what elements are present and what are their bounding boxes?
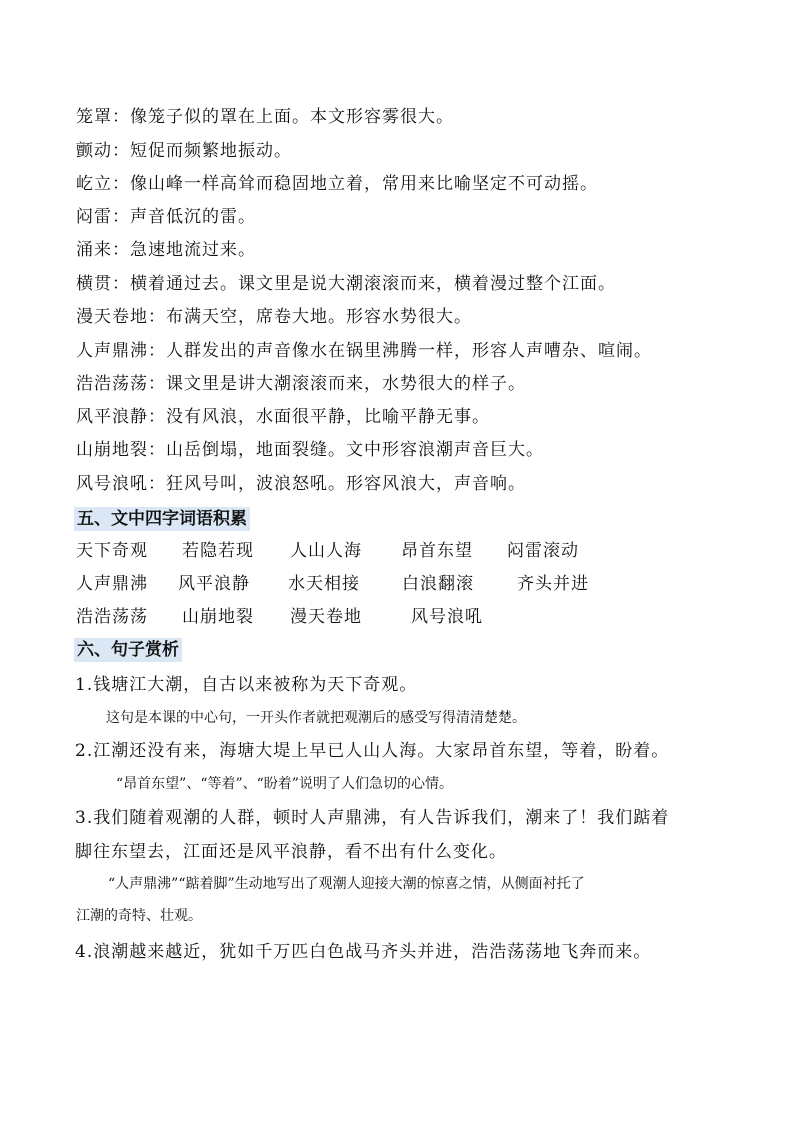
sentence-note: 这句是本课的中心句，一开头作者就把观潮后的感受写得清清楚楚。: [106, 710, 526, 726]
definition-line: 漫天卷地：布满天空，席卷大地。形容水势很大。: [76, 307, 472, 327]
sentence-note: 江潮的奇特、壮观。: [76, 908, 202, 924]
definition-line: 浩浩荡荡：课文里是讲大潮滚滚而来，水势很大的样子。: [76, 374, 526, 394]
definition-line: 横贯：横着通过去。课文里是说大潮滚滚而来，横着漫过整个江面。: [76, 274, 616, 294]
word-item: 人山人海: [290, 541, 362, 561]
definition-line: 人声鼎沸：人群发出的声音像水在锅里沸腾一样，形容人声嘈杂、喧闹。: [76, 341, 652, 361]
sentence: 脚往东望去，江面还是风平浪静，看不出有什么变化。: [75, 842, 507, 862]
section-heading: 六、句子赏析: [74, 638, 182, 662]
word-item: 浩浩荡荡: [76, 607, 148, 627]
word-item: 闷雷滚动: [507, 541, 579, 561]
sentence-note: “人声鼎沸”“踮着脚”生动地写出了观潮人迎接大潮的惊喜之情，从侧面衬托了: [108, 876, 585, 892]
definition-line: 闷雷：声音低沉的雷。: [76, 207, 256, 227]
word-item: 若隐若现: [182, 541, 254, 561]
word-item: 山崩地裂: [182, 607, 254, 627]
word-item: 水天相接: [288, 574, 360, 594]
definition-line: 风号浪吼：狂风号叫，波浪怒吼。形容风浪大，声音响。: [76, 474, 526, 494]
section-heading: 五、文中四字词语积累: [74, 507, 250, 531]
word-item: 人声鼎沸: [76, 574, 148, 594]
definition-line: 山崩地裂：山岳倒塌，地面裂缝。文中形容浪潮声音巨大。: [76, 440, 544, 460]
sentence: 2.江潮还没有来，海塘大堤上早已人山人海。大家昂首东望，等着，盼着。: [75, 741, 670, 761]
word-item: 漫天卷地: [290, 607, 362, 627]
word-item: 齐头并进: [517, 574, 589, 594]
word-item: 风平浪静: [178, 574, 250, 594]
definition-line: 涌来：急速地流过来。: [76, 240, 256, 260]
word-item: 风号浪吼: [411, 607, 483, 627]
definition-line: 风平浪静：没有风浪，水面很平静，比喻平静无事。: [76, 407, 490, 427]
definition-line: 屹立：像山峰一样高耸而稳固地立着，常用来比喻坚定不可动摇。: [76, 174, 598, 194]
word-item: 昂首东望: [401, 541, 473, 561]
sentence: 1.钱塘江大潮，自古以来被称为天下奇观。: [75, 675, 418, 695]
word-item: 天下奇观: [76, 541, 148, 561]
sentence: 4.浪潮越来越近，犹如千万匹白色战马齐头并进，浩浩荡荡地飞奔而来。: [75, 942, 652, 962]
definition-line: 颤动：短促而频繁地振动。: [76, 141, 292, 161]
sentence-note: “昂首东望”、“等着”、“盼着”说明了人们急切的心情。: [116, 776, 453, 792]
sentence: 3.我们随着观潮的人群，顿时人声鼎沸，有人告诉我们，潮来了！我们踮着: [75, 808, 670, 828]
definition-line: 笼罩：像笼子似的罩在上面。本文形容雾很大。: [76, 107, 454, 127]
word-item: 白浪翻滚: [402, 574, 474, 594]
